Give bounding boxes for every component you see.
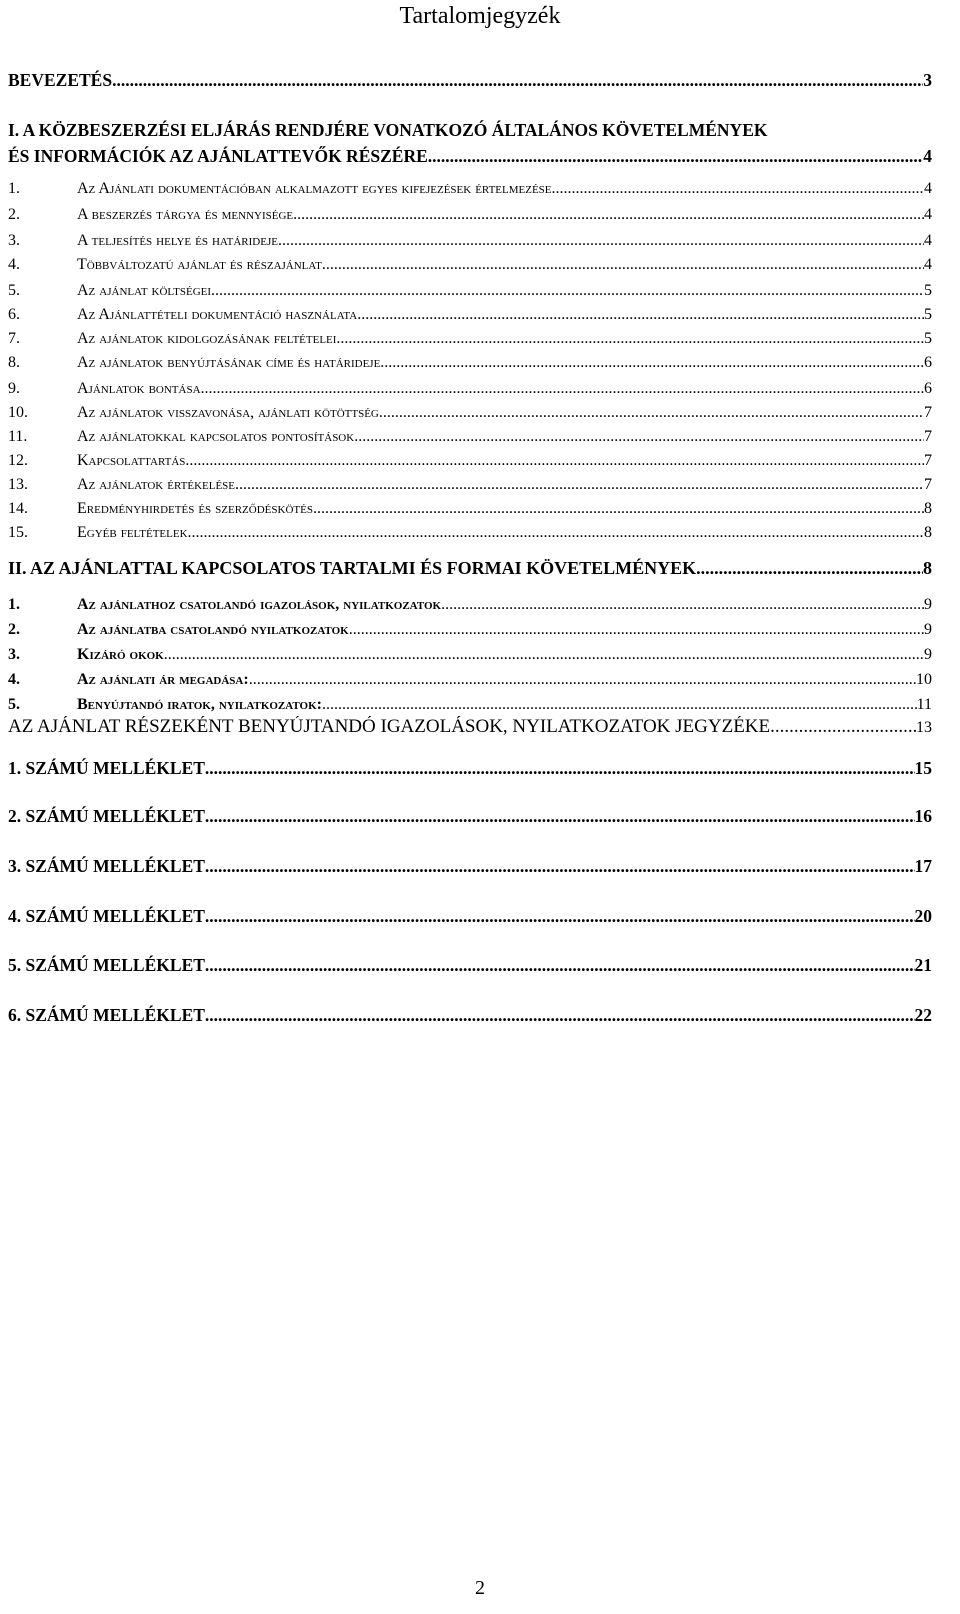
toc-item-number: 9.	[8, 380, 20, 397]
toc-page-number: 11	[916, 696, 932, 713]
toc-entry-text: ÉS INFORMÁCIÓK AZ AJÁNLATTEVŐK RÉSZÉRE	[8, 146, 428, 166]
leader-dots	[205, 906, 915, 927]
leader-dots	[349, 621, 924, 639]
leader-dots	[205, 758, 915, 779]
toc-item-text: Az ajánlatok benyújtásának címe és határideje	[77, 354, 381, 371]
toc-entry-text: 2. SZÁMÚ MELLÉKLET	[8, 806, 205, 826]
toc-item[interactable]	[8, 354, 932, 372]
toc-item-number: 5.	[8, 696, 20, 713]
toc-item[interactable]	[8, 380, 932, 398]
toc-entry-text: 1. SZÁMÚ MELLÉKLET	[8, 758, 205, 778]
toc-item[interactable]	[8, 500, 932, 518]
toc-item-text: Az ajánlatok kidolgozásának feltételei	[77, 330, 337, 347]
leader-dots	[552, 180, 924, 198]
toc-page-number: 4	[924, 206, 932, 223]
toc-item-text: Az ajánlatok értékelése	[77, 476, 236, 493]
leader-dots	[696, 558, 923, 579]
toc-page-number: 5	[924, 306, 932, 323]
toc-page-number: 8	[924, 500, 932, 517]
leader-dots	[379, 404, 924, 422]
toc-item[interactable]	[8, 524, 932, 542]
leader-dots	[188, 524, 924, 542]
toc-annex[interactable]	[8, 856, 932, 877]
toc-item-number: 6.	[8, 306, 20, 323]
toc-page-number: 13	[916, 719, 932, 736]
toc-entry-intro[interactable]	[8, 70, 932, 91]
leader-dots	[278, 232, 924, 250]
toc-item[interactable]	[8, 646, 932, 664]
toc-item-number: 1.	[8, 596, 20, 613]
toc-item-number: 1.	[8, 180, 20, 197]
toc-item[interactable]	[8, 476, 932, 494]
toc-item-text: Kapcsolattartás	[77, 452, 186, 469]
leader-dots	[112, 70, 923, 91]
leader-dots	[211, 282, 924, 300]
toc-item[interactable]	[8, 596, 932, 614]
toc-entry-text: BEVEZETÉS	[8, 70, 113, 90]
toc-item-text: Az ajánlat költségei	[77, 282, 212, 299]
leader-dots	[336, 330, 924, 348]
toc-item-number: 12.	[8, 452, 28, 469]
toc-item-text: Az Ajánlattételi dokumentáció használata	[77, 306, 358, 323]
toc-item-number: 3.	[8, 646, 20, 663]
toc-annex[interactable]	[8, 1005, 932, 1026]
toc-page-number: 3	[923, 70, 932, 90]
toc-page-number: 5	[924, 282, 932, 299]
toc-item-number: 2.	[8, 206, 20, 223]
toc-item-text: Benyújtandó iratok, nyilatkozatok:	[77, 696, 322, 713]
leader-dots	[322, 696, 917, 714]
toc-entry-text: AZ AJÁNLAT RÉSZEKÉNT BENYÚJTANDÓ IGAZOLÁSOK, NYILATKOZATOK JEGYZÉKE	[8, 716, 771, 737]
toc-annex[interactable]	[8, 758, 932, 779]
toc-item[interactable]	[8, 452, 932, 470]
leader-dots	[235, 476, 924, 494]
toc-item[interactable]	[8, 621, 932, 639]
toc-item-text: Egyéb feltételek	[77, 524, 188, 541]
toc-item-number: 8.	[8, 354, 20, 371]
toc-item-number: 2.	[8, 621, 20, 638]
toc-page-number: 8	[923, 558, 932, 578]
footer-page-number: 2	[475, 1577, 485, 1599]
toc-page-number: 15	[914, 758, 932, 778]
toc-item-text: Eredményhirdetés és szerződéskötés	[77, 500, 313, 517]
toc-page-number: 22	[914, 1005, 932, 1025]
toc-page-number: 4	[924, 232, 932, 249]
toc-page-number: 10	[916, 671, 932, 688]
toc-item-number: 14.	[8, 500, 28, 517]
leader-dots	[441, 596, 924, 614]
toc-entry-text: 6. SZÁMÚ MELLÉKLET	[8, 1005, 205, 1025]
leader-dots	[201, 380, 924, 398]
toc-chapter-1-line2[interactable]	[8, 146, 932, 167]
leader-dots	[357, 306, 924, 324]
toc-item[interactable]	[8, 671, 932, 689]
toc-item[interactable]	[8, 696, 932, 714]
leader-dots	[249, 671, 916, 689]
toc-page-number: 9	[924, 646, 932, 663]
toc-item-text: Kizáró okok	[77, 646, 164, 663]
toc-item-text: Az ajánlatba csatolandó nyilatkozatok	[77, 621, 349, 638]
toc-entry-text: 3. SZÁMÚ MELLÉKLET	[8, 856, 205, 876]
toc-chapter-2[interactable]	[8, 558, 932, 579]
toc-page-number: 4	[923, 146, 932, 166]
toc-page-number: 5	[924, 330, 932, 347]
toc-page-number: 7	[924, 428, 932, 445]
leader-dots	[770, 716, 916, 738]
toc-entry-text: 4. SZÁMÚ MELLÉKLET	[8, 906, 205, 926]
toc-annex[interactable]	[8, 806, 932, 827]
toc-item[interactable]	[8, 282, 932, 300]
toc-page-number: 4	[924, 180, 932, 197]
leader-dots	[380, 354, 924, 372]
toc-item[interactable]	[8, 206, 932, 224]
toc-chapter-1-line1[interactable]	[8, 120, 932, 141]
toc-item-number: 11.	[8, 428, 28, 445]
toc-page-number: 21	[914, 955, 932, 975]
toc-item-text: Az ajánlathoz csatolandó igazolások, nyilatkozatok	[77, 596, 442, 613]
leader-dots	[205, 856, 915, 877]
toc-item-number: 3.	[8, 232, 20, 249]
toc-item[interactable]	[8, 306, 932, 324]
toc-entry-documents-list[interactable]	[8, 716, 932, 738]
leader-dots	[313, 500, 924, 518]
toc-page-number: 9	[924, 621, 932, 638]
toc-page-number: 7	[924, 476, 932, 493]
toc-entry-text: 5. SZÁMÚ MELLÉKLET	[8, 955, 205, 975]
leader-dots	[428, 146, 923, 167]
toc-item[interactable]	[8, 428, 932, 446]
leader-dots	[164, 646, 924, 664]
toc-entry-text: I. A KÖZBESZERZÉSI ELJÁRÁS RENDJÉRE VONATKOZÓ ÁLTALÁNOS KÖVETELMÉNYEK	[8, 120, 768, 140]
toc-item-text: Az ajánlati ár megadása:	[77, 671, 249, 688]
toc-page-number: 7	[924, 404, 932, 421]
toc-item-number: 10.	[8, 404, 28, 421]
toc-item-text: A beszerzés tárgya és mennyisége	[77, 206, 294, 223]
toc-page-number: 4	[924, 256, 932, 273]
toc-item[interactable]	[8, 404, 932, 422]
toc-item[interactable]	[8, 180, 932, 198]
toc-item-text: Az Ajánlati dokumentációban alkalmazott egyes kifejezések értelmezése	[77, 180, 552, 197]
toc-entry-text: II. AZ AJÁNLATTAL KAPCSOLATOS TARTALMI ÉS FORMAI KÖVETELMÉNYEK	[8, 558, 697, 578]
leader-dots	[322, 256, 924, 274]
leader-dots	[354, 428, 924, 446]
leader-dots	[185, 452, 924, 470]
toc-item-text: A teljesítés helye és határideje	[77, 232, 278, 249]
toc-item-number: 5.	[8, 282, 20, 299]
toc-annex[interactable]	[8, 906, 932, 927]
toc-item-text: Ajánlatok bontása	[77, 380, 201, 397]
toc-annex[interactable]	[8, 955, 932, 976]
toc-item-number: 15.	[8, 524, 28, 541]
toc-item-text: Az ajánlatokkal kapcsolatos pontosítások	[77, 428, 355, 445]
toc-item[interactable]	[8, 256, 932, 274]
toc-item-number: 13.	[8, 476, 28, 493]
toc-page-number: 9	[924, 596, 932, 613]
leader-dots	[293, 206, 924, 224]
page-title: Tartalomjegyzék	[399, 3, 561, 29]
toc-page-number: 6	[924, 354, 932, 371]
toc-item-number: 7.	[8, 330, 20, 347]
toc-item-text: Többváltozatú ajánlat és részajánlat	[77, 256, 322, 273]
toc-item-number: 4.	[8, 256, 20, 273]
toc-page-number: 6	[924, 380, 932, 397]
toc-page-number: 8	[924, 524, 932, 541]
leader-dots	[205, 806, 915, 827]
toc-item-text: Az ajánlatok visszavonása, ajánlati kötöttség	[77, 404, 379, 421]
leader-dots	[205, 955, 915, 976]
toc-page-number: 16	[914, 806, 932, 826]
toc-page-number: 7	[924, 452, 932, 469]
toc-item[interactable]	[8, 232, 932, 250]
toc-page-number: 17	[914, 856, 932, 876]
toc-page-number: 20	[914, 906, 932, 926]
leader-dots	[205, 1005, 915, 1026]
toc-item[interactable]	[8, 330, 932, 348]
toc-item-number: 4.	[8, 671, 20, 688]
